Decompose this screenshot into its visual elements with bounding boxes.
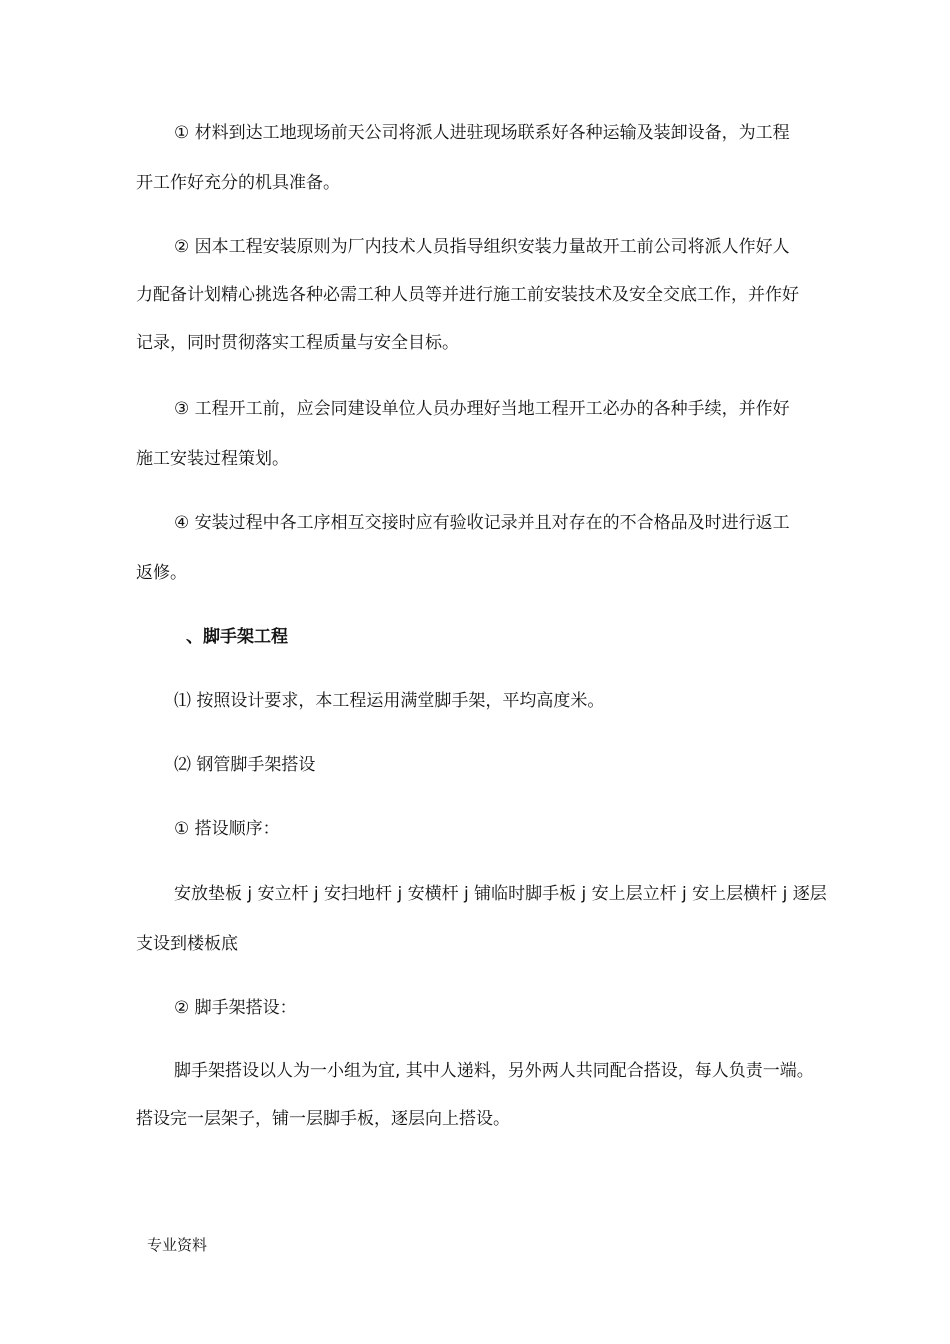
paragraph-1-line-1: ① 材料到达工地现场前天公司将派人进驻现场联系好各种运输及装卸设备，为工程 bbox=[174, 123, 790, 143]
paragraph-1-line-2: 开工作好充分的机具准备。 bbox=[136, 173, 340, 193]
footer-label: 专业资料 bbox=[147, 1236, 208, 1254]
sequence-line-2: 支设到楼板底 bbox=[136, 934, 238, 954]
paragraph-2-line-3: 记录，同时贯彻落实工程质量与安全目标。 bbox=[136, 333, 459, 353]
item-2: ⑵ 钢管脚手架搭设 bbox=[174, 755, 316, 775]
section-heading: 、脚手架工程 bbox=[186, 627, 288, 647]
description-line-1: 脚手架搭设以人为一小组为宜, 其中人递料，另外两人共同配合搭设，每人负责一端。 bbox=[174, 1061, 814, 1081]
paragraph-3-line-2: 施工安装过程策划。 bbox=[136, 449, 289, 469]
paragraph-2-line-2: 力配备计划精心挑选各种必需工种人员等并进行施工前安装技术及安全交底工作，并作好 bbox=[136, 285, 799, 305]
paragraph-2-line-1: ② 因本工程安装原则为厂内技术人员指导组织安装力量故开工前公司将派人作好人 bbox=[174, 237, 790, 257]
description-line-2: 搭设完一层架子，铺一层脚手板，逐层向上搭设。 bbox=[136, 1109, 510, 1129]
sub-item-1: ① 搭设顺序： bbox=[174, 819, 280, 839]
sub-item-2: ② 脚手架搭设： bbox=[174, 998, 297, 1018]
paragraph-3-line-1: ③ 工程开工前，应会同建设单位人员办理好当地工程开工必办的各种手续，并作好 bbox=[174, 399, 790, 419]
sequence-line-1: 安放垫板 j 安立杆 j 安扫地杆 j 安横杆 j 铺临时脚手板 j 安上层立杆 j 安上层横杆 j 逐层 bbox=[174, 884, 827, 904]
item-1: ⑴ 按照设计要求，本工程运用满堂脚手架，平均高度米。 bbox=[174, 691, 605, 711]
paragraph-4-line-1: ④ 安装过程中各工序相互交接时应有验收记录并且对存在的不合格品及时进行返工 bbox=[174, 513, 790, 533]
paragraph-4-line-2: 返修。 bbox=[136, 563, 187, 583]
